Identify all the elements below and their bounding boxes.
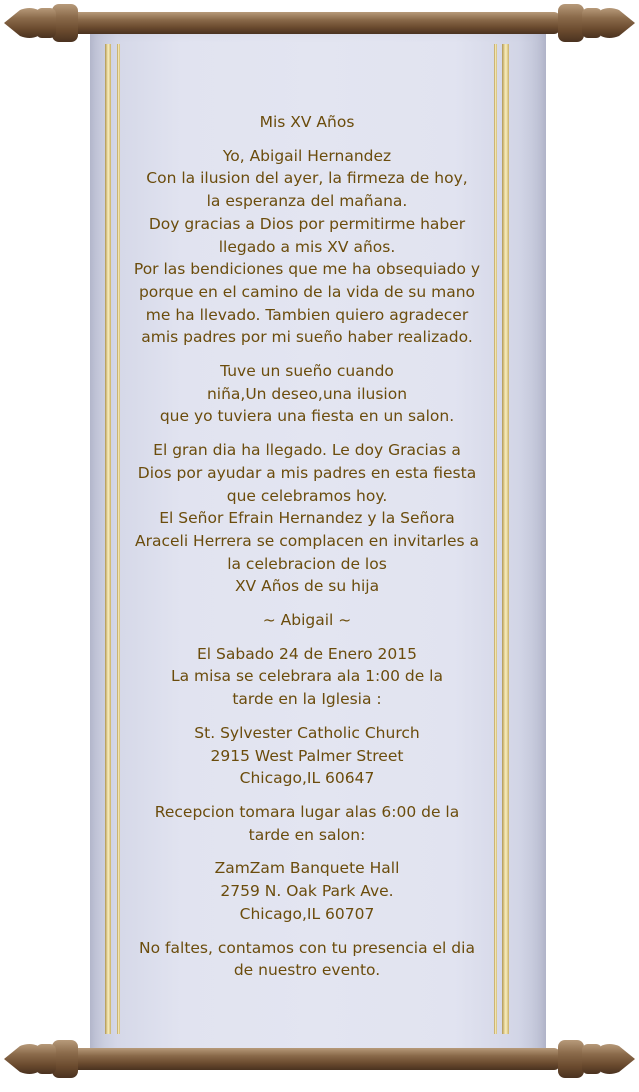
text-line: Chicago,IL 60647 [239,769,375,788]
scroll-rod-bottom [0,1036,639,1084]
text-line: La misa se celebrara ala 1:00 de la [171,667,443,686]
invitation-paragraph [122,801,492,846]
invitation-title [122,111,492,134]
scroll-rod-top [0,0,639,48]
invitation-paragraph [122,857,492,925]
text-line: la esperanza del mañana. [206,192,408,211]
text-line: El Sabado 24 de Enero 2015 [197,644,417,663]
text-line: El Señor Efrain Hernandez y la Señora [159,509,455,528]
text-line: XV Años de su hija [234,577,380,596]
invitation-paragraph [122,722,492,790]
text-line: ZamZam Banquete Hall [214,859,400,878]
text-line: 2915 West Palmer Street [210,746,404,765]
text-line: Recepcion tomara lugar alas 6:00 de la [154,802,460,821]
text-line: la celebracion de los [227,554,387,573]
invitation-paragraph [122,439,492,598]
text-line: No faltes, contamos con tu presencia el dia [139,938,475,957]
text-line: me ha llevado. Tambien quiero agradecer [145,305,469,324]
text-line: Doy gracias a Dios por permitirme haber [148,214,466,233]
text-line: tarde en la Iglesia : [232,690,382,709]
text-line: El gran dia ha llegado. Le doy Gracias a [153,441,461,460]
text-line: porque en el camino de la vida de su mano [138,282,476,301]
text-line: Araceli Herrera se complacen en invitarles a [134,531,479,550]
text-line: Tuve un sueño cuando [220,362,394,381]
title-line: Mis XV Años [259,113,355,131]
gold-stripe-right-outer [502,44,509,1034]
text-line: llegado a mis XV años. [218,237,396,256]
text-line: tarde en salon: [248,825,366,844]
invitation-paragraph [122,360,492,428]
text-line: amis padres por mi sueño haber realizado. [141,328,473,347]
text-line: niña,Un deseo,una ilusion [206,384,408,403]
invitation-paragraph [122,609,492,632]
gold-stripe-right-inner [494,44,497,1034]
text-line: 2759 N. Oak Park Ave. [220,882,394,901]
text-line: que celebramos hoy. [226,486,388,505]
invitation-paragraphs [122,145,492,982]
text-line: Con la ilusion del ayer, la firmeza de hoy, [146,169,468,188]
text-line: Yo, Abigail Hernandez [222,146,392,165]
text-line: Dios por ayudar a mis padres en esta fiesta [137,463,477,482]
invitation-paragraph [122,643,492,711]
text-line: ~ Abigail ~ [262,611,352,630]
text-line: St. Sylvester Catholic Church [194,723,420,742]
gold-stripe-left-outer [105,44,111,1034]
gold-stripe-left-inner [117,44,120,1034]
text-line: Por las bendiciones que me ha obsequiado y [133,260,481,279]
text-line: que yo tuviera una fiesta en un salon. [159,407,455,426]
invitation-text [122,111,492,993]
text-line: Chicago,IL 60707 [239,904,375,923]
invitation-paragraph [122,937,492,982]
invitation-paragraph [122,145,492,349]
text-line: de nuestro evento. [233,961,381,980]
